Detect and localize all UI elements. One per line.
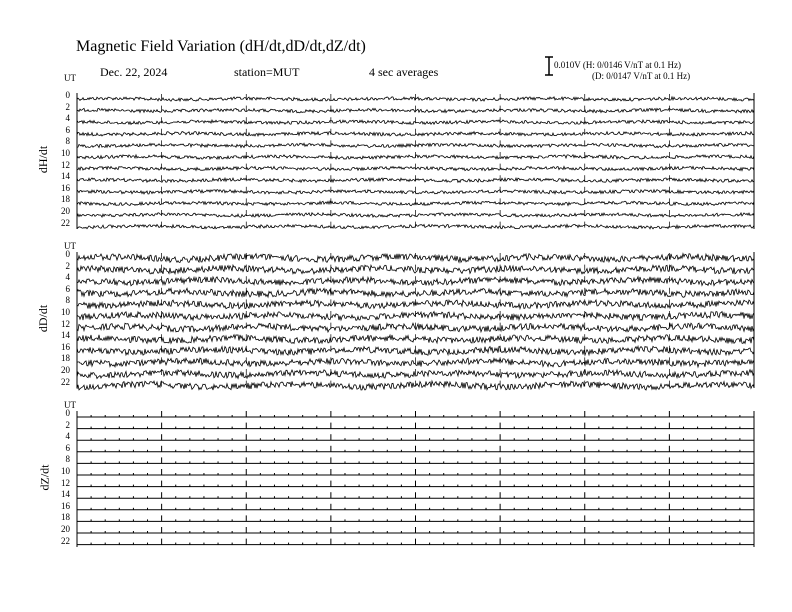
averaging-label: 4 sec averages [369,65,439,79]
chart-title: Magnetic Field Variation (dH/dt,dD/dt,dZ/dt) [76,38,366,55]
hour-tick-label: 6 [65,283,70,294]
station-label: station=MUT [234,65,300,79]
panel-label: dZ/dt [37,464,52,491]
hour-tick-label: 6 [65,124,70,135]
hour-tick-label: 8 [65,454,70,465]
hour-tick-label: 20 [61,206,70,216]
scale-value: 0.010V [554,60,581,70]
hour-tick-label: 12 [61,477,70,488]
hour-tick-label: 2 [65,419,70,430]
hour-tick-label: 0 [65,249,70,259]
scale-d-note: (D: 0/0147 V/nT at 0.1 Hz) [592,71,691,81]
hour-tick-label: 6 [65,442,70,453]
hour-tick-label: 18 [61,353,70,364]
hour-tick-label: 2 [65,260,70,271]
hour-tick-label: 0 [65,408,70,418]
hour-tick-label: 16 [61,182,70,193]
hour-tick-label: 14 [61,330,70,341]
hour-tick-label: 10 [61,307,70,317]
hour-tick-label: 18 [61,512,70,523]
hour-tick-label: 22 [61,535,70,546]
hour-tick-label: 10 [61,466,70,476]
panel-label: dD/dt [36,304,51,333]
ut-label: UT [64,400,76,410]
hour-tick-label: 16 [61,500,70,511]
ut-label: UT [64,73,76,83]
hour-tick-label: 10 [61,148,70,158]
hour-tick-label: 12 [61,159,70,170]
hour-tick-label: 0 [65,90,70,100]
scale-h-note: (H: 0/0146 V/nT at 0.1 Hz) [582,60,681,70]
hour-tick-label: 8 [65,295,70,306]
hour-tick-label: 12 [61,318,70,329]
hour-tick-label: 14 [61,171,70,182]
hour-tick-label: 4 [65,272,70,283]
hour-tick-label: 22 [61,217,70,228]
hour-tick-label: 2 [65,101,70,112]
hour-tick-label: 14 [61,489,70,500]
panel-label: dH/dt [36,145,51,174]
ut-label: UT [64,241,76,251]
date-label: Dec. 22, 2024 [100,65,168,79]
hour-tick-label: 4 [65,113,70,124]
hour-tick-label: 4 [65,431,70,442]
hour-tick-label: 20 [61,524,70,534]
hour-tick-label: 22 [61,376,70,387]
hour-tick-label: 20 [61,365,70,375]
hour-tick-label: 18 [61,194,70,205]
hour-tick-label: 16 [61,341,70,352]
hour-tick-label: 8 [65,136,70,147]
